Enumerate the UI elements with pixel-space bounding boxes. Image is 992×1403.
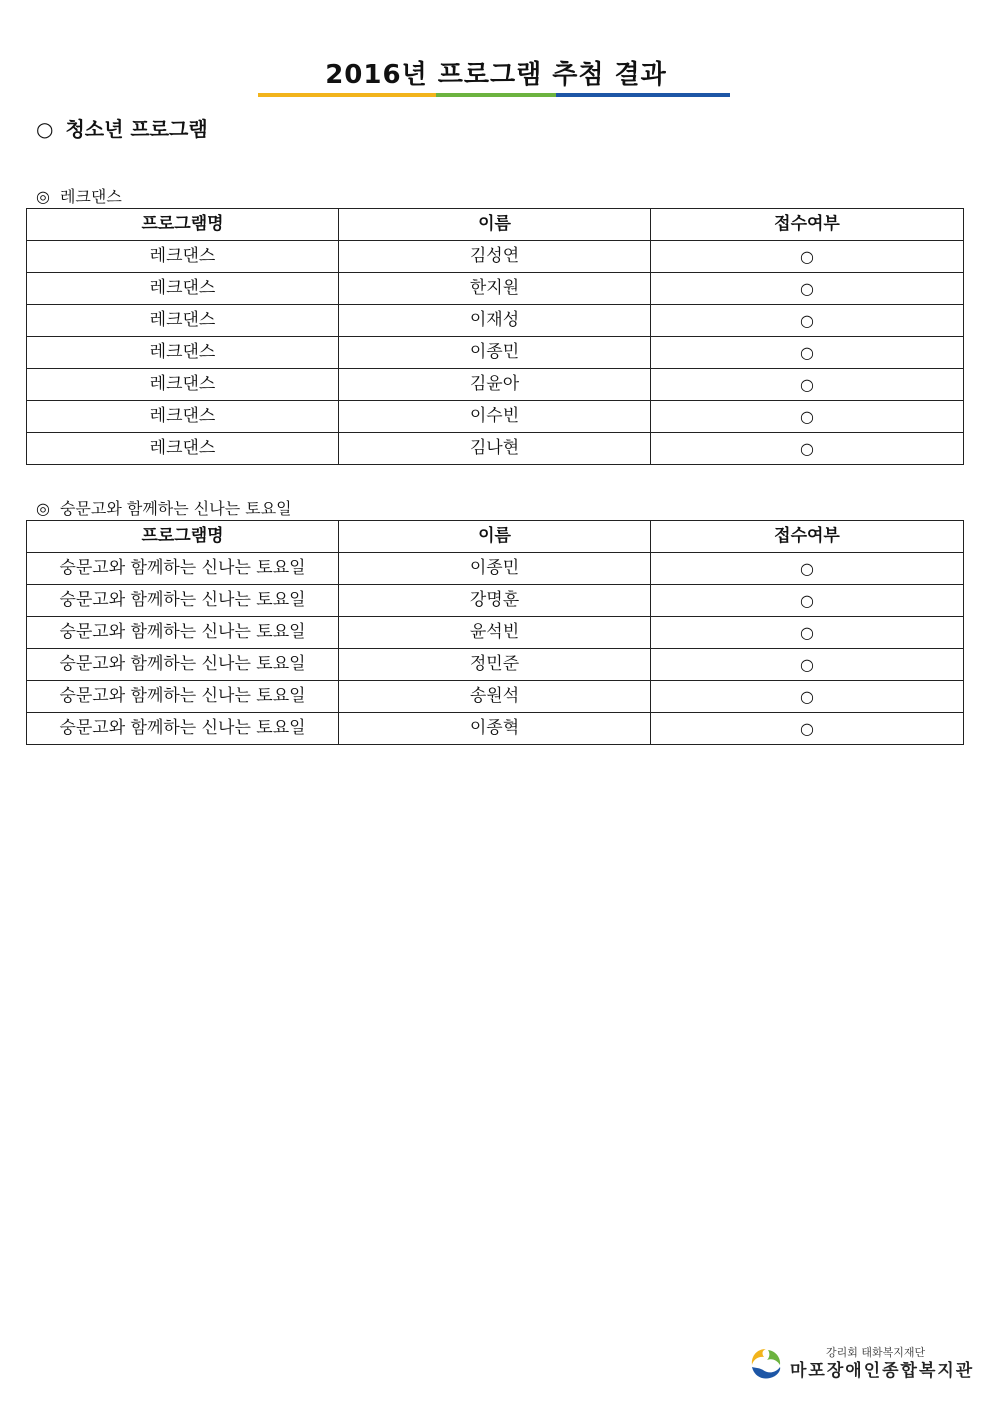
cell-program: 레크댄스 xyxy=(27,337,339,369)
title-underline-segment-2 xyxy=(436,93,556,97)
title-underline-segment-3 xyxy=(556,93,730,97)
logo-parent-org: 강리회 태화복지재단 xyxy=(826,1346,926,1359)
emblem-swirl-yellow xyxy=(752,1349,766,1365)
program-label-text: 레크댄스 xyxy=(59,187,122,206)
cell-status: ○ xyxy=(651,369,964,401)
cell-program: 숭문고와 함께하는 신나는 토요일 xyxy=(27,713,339,745)
program-block-rec-dance xyxy=(26,186,963,465)
table-row xyxy=(27,617,964,649)
table-row xyxy=(27,713,964,745)
cell-status: ○ xyxy=(651,713,964,745)
cell-program: 숭문고와 함께하는 신나는 토요일 xyxy=(27,553,339,585)
emblem-swirl-green xyxy=(767,1350,780,1365)
cell-name: 이종혁 xyxy=(339,713,651,745)
organization-logo xyxy=(748,1346,974,1382)
cell-status: ○ xyxy=(651,617,964,649)
result-table xyxy=(26,208,964,465)
cell-program: 레크댄스 xyxy=(27,273,339,305)
program-label xyxy=(26,186,963,208)
cell-name: 강명훈 xyxy=(339,585,651,617)
cell-status: ○ xyxy=(651,241,964,273)
cell-program: 레크댄스 xyxy=(27,241,339,273)
cell-status: ○ xyxy=(651,433,964,465)
cell-name: 이종민 xyxy=(339,553,651,585)
program-marker: ◎ xyxy=(36,499,50,518)
table-row xyxy=(27,401,964,433)
table-header-row xyxy=(27,521,964,553)
cell-status: ○ xyxy=(651,553,964,585)
cell-name: 김성연 xyxy=(339,241,651,273)
title-underline xyxy=(258,93,730,97)
table-row xyxy=(27,337,964,369)
column-header-status: 접수여부 xyxy=(651,209,964,241)
cell-status: ○ xyxy=(651,337,964,369)
logo-text xyxy=(790,1346,974,1382)
program-label xyxy=(26,498,963,520)
cell-status: ○ xyxy=(651,585,964,617)
section-heading xyxy=(36,114,208,144)
cell-program: 숭문고와 함께하는 신나는 토요일 xyxy=(27,649,339,681)
column-header-program: 프로그램명 xyxy=(27,521,339,553)
table-row xyxy=(27,649,964,681)
logo-org-name: 마포장애인종합복지관 xyxy=(790,1361,975,1381)
section-heading-text: 청소년 프로그램 xyxy=(65,117,208,141)
cell-name: 한지원 xyxy=(339,273,651,305)
column-header-name: 이름 xyxy=(339,521,651,553)
column-header-status: 접수여부 xyxy=(651,521,964,553)
column-header-name: 이름 xyxy=(339,209,651,241)
program-marker: ◎ xyxy=(36,187,50,206)
table-row xyxy=(27,305,964,337)
table-row xyxy=(27,433,964,465)
table-header-row xyxy=(27,209,964,241)
program-label-text: 숭문고와 함께하는 신나는 토요일 xyxy=(59,499,292,518)
table-row xyxy=(27,553,964,585)
table-row xyxy=(27,273,964,305)
program-block-saturday xyxy=(26,498,963,745)
cell-status: ○ xyxy=(651,681,964,713)
column-header-program: 프로그램명 xyxy=(27,209,339,241)
cell-name: 김나현 xyxy=(339,433,651,465)
cell-name: 이재성 xyxy=(339,305,651,337)
cell-status: ○ xyxy=(651,273,964,305)
cell-name: 윤석빈 xyxy=(339,617,651,649)
cell-name: 이수빈 xyxy=(339,401,651,433)
document-title: 2016년 프로그램 추첨 결과 xyxy=(325,60,667,90)
cell-status: ○ xyxy=(651,305,964,337)
cell-program: 레크댄스 xyxy=(27,369,339,401)
title-underline-segment-1 xyxy=(258,93,436,97)
cell-program: 숭문고와 함께하는 신나는 토요일 xyxy=(27,617,339,649)
cell-name: 정민준 xyxy=(339,649,651,681)
section-marker: ○ xyxy=(36,117,54,141)
cell-program: 레크댄스 xyxy=(27,401,339,433)
table-row xyxy=(27,241,964,273)
cell-program: 숭문고와 함께하는 신나는 토요일 xyxy=(27,585,339,617)
cell-program: 레크댄스 xyxy=(27,305,339,337)
cell-program: 숭문고와 함께하는 신나는 토요일 xyxy=(27,681,339,713)
mapo-welfare-emblem-icon xyxy=(748,1346,784,1382)
cell-name: 이종민 xyxy=(339,337,651,369)
cell-program: 레크댄스 xyxy=(27,433,339,465)
cell-name: 김윤아 xyxy=(339,369,651,401)
cell-status: ○ xyxy=(651,401,964,433)
table-row xyxy=(27,369,964,401)
result-table xyxy=(26,520,964,745)
table-row xyxy=(27,585,964,617)
cell-status: ○ xyxy=(651,649,964,681)
table-row xyxy=(27,681,964,713)
emblem-swirl-blue xyxy=(752,1367,780,1379)
cell-name: 송원석 xyxy=(339,681,651,713)
